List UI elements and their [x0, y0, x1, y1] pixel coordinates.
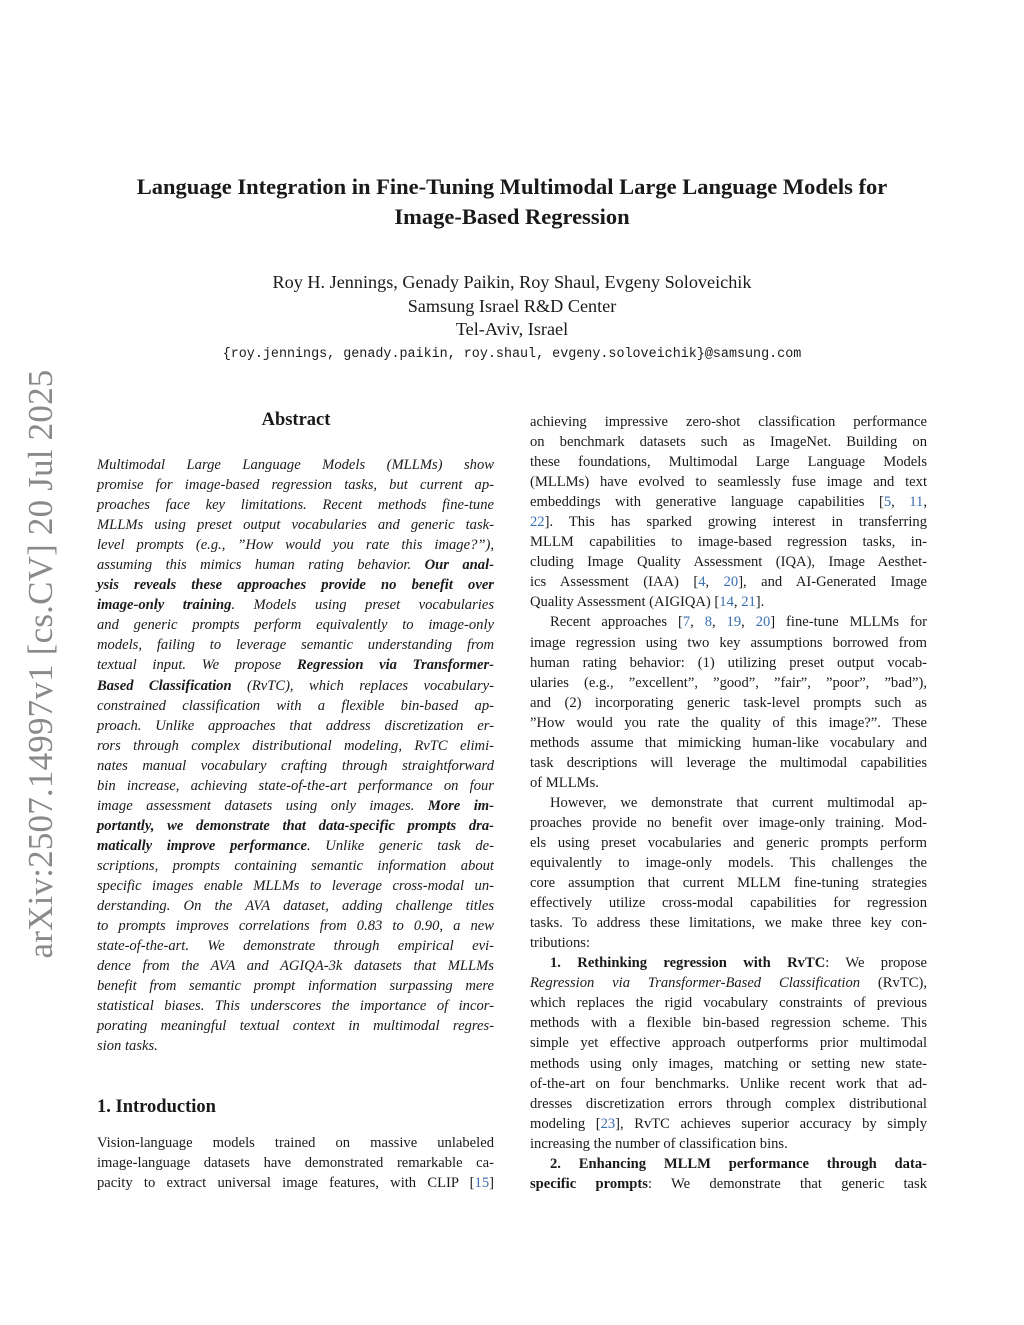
- text-run: . Unlike generic task de-: [307, 837, 495, 854]
- text-run: derstanding. On the AVA dataset, adding challenge titles: [97, 898, 494, 915]
- abstract-line: [97, 776, 494, 796]
- text-run: assuming this mimics human rating behavior.: [97, 557, 425, 574]
- text-run: More im-: [427, 797, 494, 814]
- text-run: sion tasks.: [97, 1038, 158, 1055]
- abstract-line: [97, 1036, 494, 1056]
- right-line: [530, 452, 927, 472]
- abstract-line: [97, 796, 494, 816]
- text-run: tributions:: [530, 935, 590, 952]
- citation-link[interactable]: 22: [530, 514, 545, 531]
- abstract-line: [97, 555, 494, 575]
- citation-link[interactable]: 14: [719, 594, 734, 611]
- text-run: ,: [733, 594, 742, 611]
- text-run: specific prompts: [530, 1175, 648, 1192]
- text-run: embeddings with generative language capabilities [: [530, 494, 884, 511]
- author-block: [100, 271, 924, 366]
- text-run: els using preset vocabularies and generic prompts perform: [530, 834, 927, 851]
- right-line: [530, 693, 927, 713]
- abstract-body: [97, 455, 494, 1056]
- right-line: [530, 432, 927, 452]
- author-emails: {roy.jennings, genady.paikin, roy.shaul, evgeny.soloveichik}@samsung.com: [222, 346, 802, 362]
- text-run: proaches face key limitations. Recent methods fine-tune: [97, 497, 494, 514]
- text-run: portantly, we demonstrate that data-specific prompts dra-: [97, 817, 494, 834]
- text-run: Recent approaches [: [550, 614, 683, 631]
- text-run: statistical biases. This underscores the importance of incor-: [97, 998, 494, 1015]
- arxiv-stamp: [16, 369, 66, 959]
- right-line: [530, 833, 927, 853]
- text-run: ]. This has sparked growing interest in transferring: [544, 514, 927, 531]
- right-line: [530, 552, 927, 572]
- right-line: [530, 733, 927, 753]
- abstract-line: [97, 475, 494, 495]
- text-run: pacity to extract universal image features, with CLIP [: [97, 1175, 475, 1192]
- abstract-line: [97, 896, 494, 916]
- text-run: specific images enable MLLMs to leverage cross-modal un-: [97, 877, 494, 894]
- text-run: methods using only images, matching or setting new state-: [530, 1055, 927, 1072]
- citation-link[interactable]: 11: [909, 494, 924, 511]
- abstract-line: [97, 716, 494, 736]
- text-run: these foundations, Multimodal Large Language Models: [530, 454, 927, 471]
- text-run: Our anal-: [424, 557, 495, 574]
- abstract-line: [97, 756, 494, 776]
- abstract-line: [97, 655, 494, 675]
- intro-line: [97, 1133, 494, 1153]
- text-run: core assumption that current MLLM fine-tuning strategies: [530, 875, 927, 892]
- text-run: level prompts (e.g., ”How would you rate this image?”),: [97, 537, 494, 554]
- abstract-line: [97, 495, 494, 515]
- text-run: ,: [690, 614, 705, 631]
- abstract-line: [97, 816, 494, 836]
- abstract-heading: Abstract: [261, 410, 331, 430]
- abstract-line: [97, 635, 494, 655]
- right-line: [530, 592, 927, 612]
- right-line: [530, 532, 927, 552]
- text-run: (RvTC),: [860, 975, 927, 992]
- citation-link[interactable]: 20: [723, 574, 739, 591]
- text-run: Multimodal Large Language Models (MLLMs) show: [97, 457, 494, 473]
- right-line: [530, 1174, 927, 1194]
- abstract-line: [97, 856, 494, 876]
- abstract-line: [97, 956, 494, 976]
- text-run: proaches provide no benefit over image-only training. Mod-: [530, 814, 927, 831]
- text-run: promise for image-based regression tasks, but current ap-: [97, 477, 494, 494]
- right-line: [530, 893, 927, 913]
- text-run: proach. Unlike approaches that address discretization er-: [97, 717, 494, 734]
- intro-body: [97, 1133, 494, 1193]
- text-run: . Models using preset vocabularies: [231, 597, 494, 614]
- right-line: [530, 492, 927, 512]
- text-run: ,: [741, 614, 756, 631]
- intro-line: [97, 1173, 494, 1193]
- text-run: ,: [923, 494, 927, 511]
- text-run: ,: [891, 494, 910, 511]
- right-line: [530, 853, 927, 873]
- paper-title: [100, 172, 924, 232]
- text-run: rors through complex distributional modeling, RvTC elimi-: [97, 737, 494, 754]
- text-run: equivalently to image-only models. This challenges the: [530, 855, 927, 872]
- text-run: cluding Image Quality Assessment (IQA), Image Aesthet-: [530, 554, 927, 571]
- text-run: image assessment datasets using only images.: [97, 797, 428, 814]
- text-run: MLLM capabilities to image-based regression tasks, in-: [530, 534, 927, 551]
- right-line: [530, 933, 927, 953]
- text-run: nates manual vocabulary crafting through straightforward: [97, 757, 494, 774]
- right-line: [530, 572, 927, 592]
- right-line: [530, 953, 927, 973]
- text-run: effectively utilize cross-modal capabilities for regression: [530, 895, 927, 912]
- text-run: ], RvTC achieves superior accuracy by simply: [615, 1115, 927, 1132]
- abstract-line: [97, 595, 494, 615]
- text-run: bin increase, achieving state-of-the-art performance on four: [97, 777, 494, 794]
- title-line-1: Language Integration in Fine-Tuning Multimodal Large Language Models for: [136, 174, 888, 199]
- text-run: state-of-the-art. We demonstrate through empirical evi-: [97, 938, 494, 955]
- right-line: [530, 993, 927, 1013]
- citation-link[interactable]: 8: [704, 614, 712, 631]
- text-run: of MLLMs.: [530, 774, 599, 791]
- text-run: modeling [: [530, 1115, 601, 1132]
- text-run: : We demonstrate that generic task: [647, 1175, 927, 1192]
- text-run: dresses discretization errors through complex distributional: [530, 1095, 927, 1112]
- right-line: [530, 713, 927, 733]
- text-run: ysis reveals these approaches provide no benefit over: [97, 577, 494, 594]
- abstract-line: [97, 615, 494, 635]
- right-line: [530, 973, 927, 993]
- right-line: [530, 1154, 927, 1174]
- text-run: MLLMs using preset output vocabularies and generic task-: [97, 517, 494, 534]
- text-run: models, failing to leverage semantic understanding from: [97, 637, 494, 654]
- right-line: [530, 913, 927, 933]
- right-line: [530, 1013, 927, 1033]
- abstract-line: [97, 936, 494, 956]
- abstract-line: [97, 676, 494, 696]
- abstract-line: [97, 996, 494, 1016]
- citation-link[interactable]: 5: [883, 494, 892, 511]
- right-line: [530, 673, 927, 693]
- abstract-line: [97, 976, 494, 996]
- right-column-body: [530, 412, 927, 1194]
- text-run: : We propose: [825, 955, 927, 972]
- text-run: Vision-language models trained on massive unlabeled: [97, 1135, 494, 1151]
- text-run: image-language datasets have demonstrated remarkable ca-: [97, 1155, 494, 1172]
- citation-link[interactable]: 4: [698, 574, 706, 591]
- text-run: 1. Rethinking regression with RvTC: [550, 955, 826, 972]
- text-run: ]: [489, 1175, 494, 1192]
- abstract-line: [97, 916, 494, 936]
- right-line: [530, 472, 927, 492]
- intro-line: [97, 1153, 494, 1173]
- text-run: benefit from semantic prompt information surpassing mere: [97, 978, 494, 995]
- text-run: ”How would you rate the quality of this image?”. These: [530, 714, 927, 731]
- right-line: [530, 512, 927, 532]
- right-line: [530, 873, 927, 893]
- right-line: [530, 633, 927, 653]
- title-line-2: Image-Based Regression: [394, 204, 630, 229]
- right-line: [530, 1114, 927, 1134]
- citation-link[interactable]: 19: [726, 614, 742, 631]
- text-run: task descriptions will leverage the multimodal capabilities: [530, 754, 927, 771]
- right-line: [530, 1074, 927, 1094]
- abstract-line: [97, 736, 494, 756]
- right-line: [530, 653, 927, 673]
- citation-link[interactable]: 7: [682, 614, 691, 631]
- text-run: ics Assessment (IAA) [: [530, 574, 699, 591]
- text-run: tasks. To address these limitations, we make three key con-: [530, 915, 927, 932]
- right-line: [530, 1094, 927, 1114]
- text-run: and generic prompts perform equivalently to image-only: [97, 617, 494, 634]
- right-line: [530, 1134, 927, 1154]
- text-run: (MLLMs) have evolved to seamlessly fuse image and text: [530, 474, 927, 491]
- text-run: 2. Enhancing MLLM performance through data-: [550, 1155, 927, 1172]
- text-run: matically improve performance: [97, 837, 308, 854]
- right-line: [530, 612, 927, 632]
- text-run: constrained classification with a flexible bin-based ap-: [97, 697, 494, 714]
- text-run: human rating behavior: (1) utilizing preset output vocab-: [530, 654, 927, 671]
- right-line: [530, 793, 927, 813]
- text-run: textual input. We propose: [97, 657, 297, 674]
- right-line: [530, 412, 927, 432]
- right-line: [530, 1054, 927, 1074]
- abstract-line: [97, 535, 494, 555]
- text-run: ], and AI-Generated Image: [738, 574, 927, 591]
- text-run: Quality Assessment (AIGIQA) [: [530, 594, 720, 611]
- text-run: image-only training: [97, 597, 232, 614]
- author-names: Roy H. Jennings, Genady Paikin, Roy Shaul, Evgeny Soloveichik: [272, 272, 752, 292]
- text-run: porating meaningful textual context in multimodal regres-: [97, 1018, 494, 1035]
- text-run: (RvTC), which replaces vocabulary-: [231, 677, 494, 694]
- abstract-line: [97, 515, 494, 535]
- text-run: simple yet effective approach outperforms prior multimodal: [530, 1035, 927, 1052]
- right-line: [530, 813, 927, 833]
- text-run: dence from the AVA and AGIQA-3k datasets that MLLMs: [97, 958, 494, 975]
- text-run: Regression via Transformer-: [296, 657, 495, 674]
- abstract-line: [97, 836, 494, 856]
- right-line: [530, 773, 927, 793]
- text-run: on benchmark datasets such as ImageNet. Building on: [530, 434, 927, 451]
- text-run: Based Classification: [97, 677, 232, 694]
- abstract-line: [97, 696, 494, 716]
- text-run: increasing the number of classification bins.: [530, 1135, 788, 1152]
- affiliation: Samsung Israel R&D Center: [407, 295, 617, 316]
- text-run: scriptions, prompts containing semantic information about: [97, 857, 494, 874]
- text-run: which replaces the rigid vocabulary constraints of previous: [530, 995, 927, 1012]
- text-run: methods assume that mimicking human-like vocabulary and: [530, 734, 927, 751]
- right-line: [530, 1033, 927, 1053]
- text-run: ,: [711, 614, 727, 631]
- text-run: ].: [755, 594, 765, 611]
- text-run: ,: [705, 574, 724, 591]
- text-run: and (2) incorporating generic task-level prompts such as: [530, 694, 927, 711]
- citation-link[interactable]: 20: [755, 614, 771, 631]
- text-run: to prompts improves correlations from 0.83 to 0.90, a new: [97, 918, 494, 935]
- abstract-line: [97, 876, 494, 896]
- text-run: Regression via Transformer-Based Classification: [530, 975, 861, 992]
- citation-link[interactable]: 21: [741, 594, 756, 611]
- right-line: [530, 753, 927, 773]
- text-run: ularies (e.g., ”excellent”, ”good”, ”fair”, ”poor”, ”bad”),: [530, 674, 927, 691]
- text-run: of-the-art on four benchmarks. Unlike recent work that ad-: [530, 1075, 927, 1092]
- intro-heading: 1. Introduction: [97, 1097, 216, 1117]
- abstract-line: [97, 575, 494, 595]
- abstract-line: [97, 1016, 494, 1036]
- text-run: ] fine-tune MLLMs for: [770, 614, 928, 631]
- abstract-line: [97, 455, 494, 475]
- text-run: image regression using two key assumptions borrowed from: [530, 634, 927, 651]
- text-run: However, we demonstrate that current multimodal ap-: [550, 794, 927, 811]
- text-run: methods with a flexible bin-based regression scheme. This: [530, 1015, 927, 1032]
- citation-link[interactable]: 15: [474, 1175, 490, 1192]
- arxiv-stamp-text: arXiv:2507.14997v1 [cs.CV] 20 Jul 2025: [21, 369, 60, 959]
- location: Tel-Aviv, Israel: [455, 319, 569, 339]
- text-run: achieving impressive zero-shot classification performance: [530, 414, 927, 430]
- citation-link[interactable]: 23: [600, 1115, 616, 1132]
